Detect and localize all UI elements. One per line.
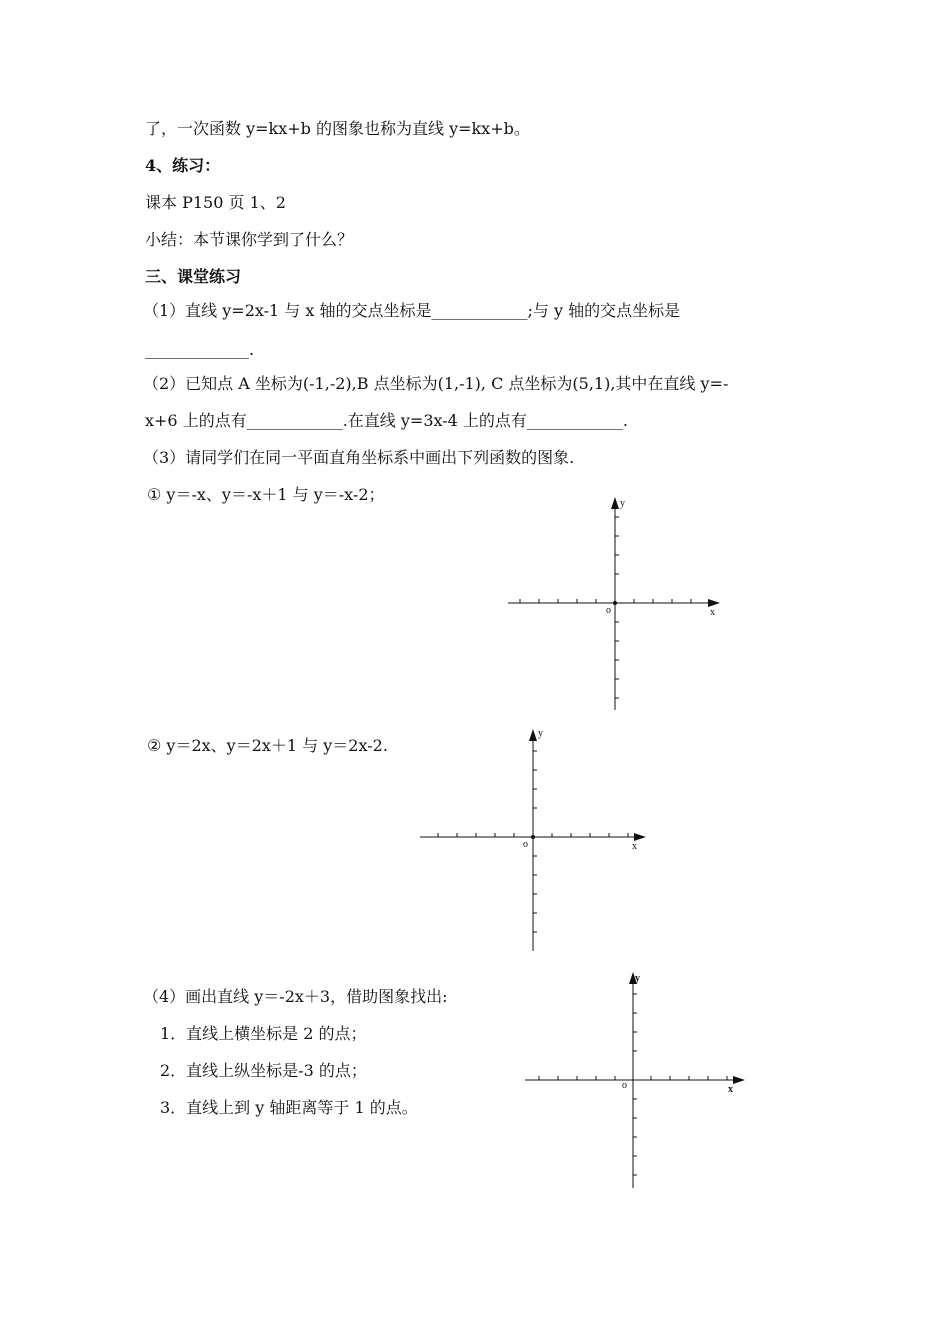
question-3-item-1: ① y＝-x、y＝-x＋1 与 y＝-x-2； — [147, 485, 385, 504]
question-4-item-1: 1．直线上横坐标是 2 的点； — [160, 1024, 367, 1043]
coordinate-axes-1 — [508, 495, 723, 710]
x-axis-label: x — [710, 607, 715, 618]
question-2-cont: x+6 上的点有____________.在直线 y=3x-4 上的点有____________. — [145, 411, 628, 430]
section-heading: 4、练习： — [145, 156, 221, 175]
text-line: 小结：本节课你学到了什么？ — [145, 230, 354, 249]
origin-label: o — [523, 839, 528, 850]
x-axis-label: x — [728, 1084, 733, 1095]
origin-label: o — [606, 605, 611, 616]
text-line: 了，一次函数 y=kx+b 的图象也称为直线 y=kx+b。 — [145, 119, 530, 138]
y-axis-label: y — [635, 973, 640, 984]
x-axis-label: x — [632, 841, 637, 852]
question-4-item-2: 2．直线上纵坐标是-3 的点； — [160, 1061, 367, 1080]
question-1: （1）直线 y=2x-1 与 x 轴的交点坐标是____________;与 y 轴的交点坐标是 — [143, 301, 681, 320]
y-axis-label: y — [538, 728, 543, 739]
y-axis-label: y — [620, 498, 625, 509]
question-4-item-3: 3．直线上到 y 轴距离等于 1 的点。 — [160, 1098, 418, 1117]
question-3: （3）请同学们在同一平面直角坐标系中画出下列函数的图象. — [143, 448, 575, 467]
question-3-item-2: ② y＝2x、y＝2x＋1 与 y＝2x-2. — [147, 736, 388, 755]
text-line: 课本 P150 页 1、2 — [145, 193, 286, 212]
section-heading: 三、课堂练习 — [145, 267, 242, 286]
coordinate-axes-2 — [420, 727, 650, 952]
origin-label: o — [622, 1080, 627, 1091]
coordinate-axes-3 — [525, 968, 750, 1190]
question-1-blank: _____________. — [145, 340, 255, 359]
question-2: （2）已知点 A 坐标为(-1,-2),B 点坐标为(1,-1), C 点坐标为(5,1),其中在直线 y=- — [143, 374, 729, 393]
question-4: （4）画出直线 y＝-2x＋3，借助图象找出: — [143, 987, 448, 1006]
